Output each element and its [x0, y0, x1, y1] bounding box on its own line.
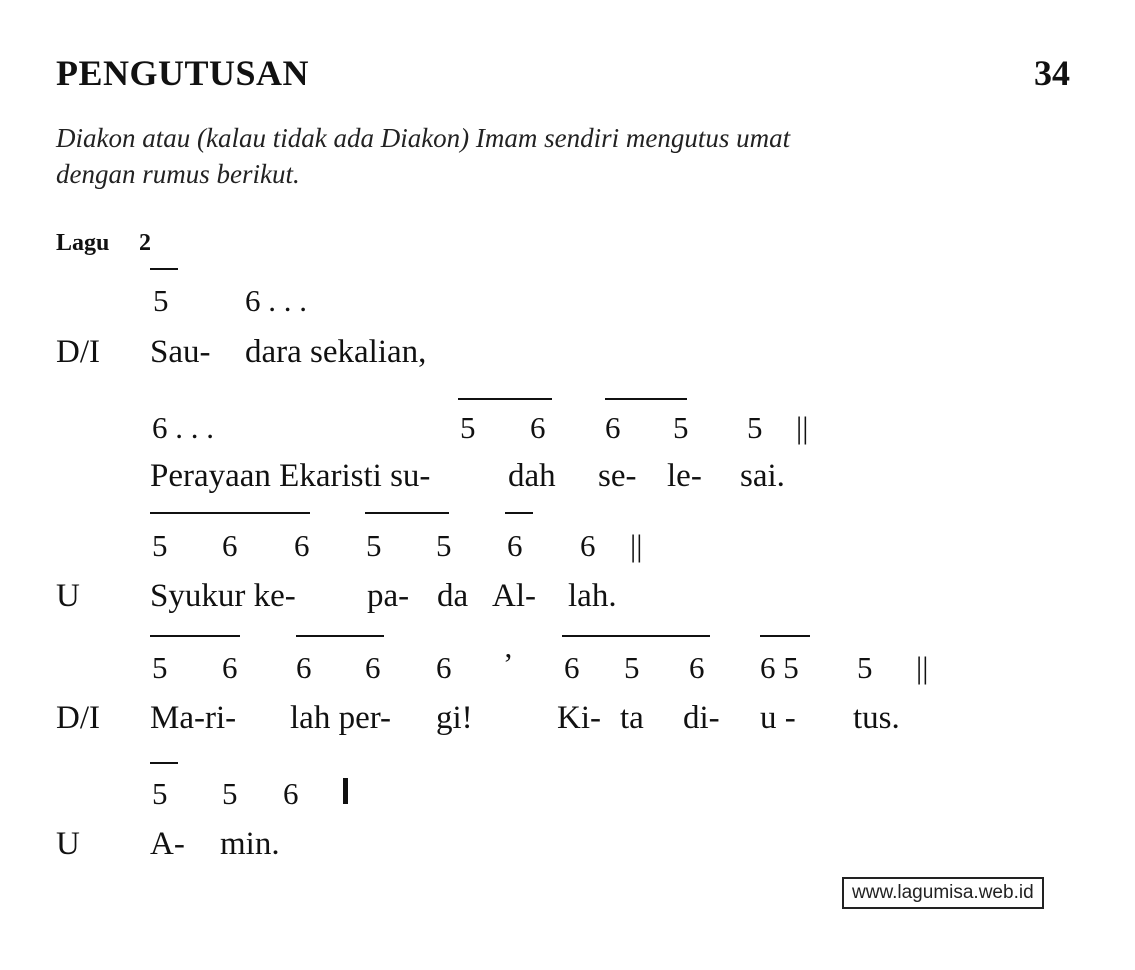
- lyric-syllable: Ki-: [557, 700, 601, 736]
- note: 5: [152, 528, 168, 563]
- note-beam: [562, 635, 710, 637]
- note-beam: [296, 635, 384, 637]
- note: 6 . . .: [245, 283, 307, 318]
- note: 6: [283, 776, 299, 811]
- lyric-syllable: dara sekalian,: [245, 334, 427, 370]
- note: 6: [222, 528, 238, 563]
- note: 6: [689, 650, 705, 685]
- role-label: U: [56, 826, 80, 862]
- note: 5: [366, 528, 382, 563]
- lyric-syllable: u -: [760, 700, 796, 736]
- lyric-syllable: dah: [508, 458, 556, 494]
- lagu-label: Lagu: [56, 230, 110, 256]
- note: 6: [294, 528, 310, 563]
- note-beam: [505, 512, 533, 514]
- note: 6: [365, 650, 381, 685]
- lyric-syllable: Perayaan Ekaristi su-: [150, 458, 431, 494]
- note: 5: [857, 650, 873, 685]
- lyric-syllable: Sau-: [150, 334, 211, 370]
- note: 5: [153, 283, 169, 318]
- note: 6: [564, 650, 580, 685]
- double-barline: ||: [630, 528, 643, 563]
- lyric-syllable: lah per-: [290, 700, 392, 736]
- note-beam: [150, 268, 178, 270]
- note: 5: [436, 528, 452, 563]
- lyric-syllable: Al-: [492, 578, 536, 614]
- lyric-syllable: ta: [620, 700, 644, 736]
- note-beam: [365, 512, 449, 514]
- note: 5: [624, 650, 640, 685]
- page-title: PENGUTUSAN: [56, 53, 310, 93]
- final-barline: [343, 778, 348, 804]
- breath-mark: ’: [503, 646, 514, 681]
- lyric-syllable: sai.: [740, 458, 785, 494]
- lyric-syllable: da: [437, 578, 469, 614]
- note-beam: [458, 398, 552, 400]
- lyric-syllable: di-: [683, 700, 720, 736]
- note-beam: [760, 635, 810, 637]
- note: 5: [222, 776, 238, 811]
- lyric-syllable: le-: [667, 458, 702, 494]
- lyric-syllable: lah.: [568, 578, 617, 614]
- intro-text: [56, 120, 790, 192]
- note-beam: [150, 512, 310, 514]
- note: 6 5: [760, 650, 799, 685]
- intro-line-1: Diakon atau (kalau tidak ada Diakon) Imam sendiri mengutus umat: [56, 123, 791, 153]
- lyric-syllable: A-: [150, 826, 185, 862]
- note-beam: [150, 635, 240, 637]
- note: 5: [747, 410, 763, 445]
- note: 6: [580, 528, 596, 563]
- note: 6: [436, 650, 452, 685]
- note: 6: [530, 410, 546, 445]
- note: 5: [152, 650, 168, 685]
- lagu-number: 2: [139, 230, 151, 256]
- lyric-syllable: tus.: [853, 700, 900, 736]
- lyric-syllable: pa-: [367, 578, 410, 614]
- note-beam: [150, 762, 178, 764]
- note: 6 . . .: [152, 410, 214, 445]
- note: 5: [673, 410, 689, 445]
- note: 5: [460, 410, 476, 445]
- lyric-syllable: Ma-ri-: [150, 700, 237, 736]
- role-label: D/I: [56, 334, 100, 370]
- double-barline: ||: [796, 410, 809, 445]
- note: 5: [152, 776, 168, 811]
- lyric-syllable: gi!: [436, 700, 473, 736]
- website-link[interactable]: www.lagumisa.web.id: [842, 877, 1044, 909]
- note-beam: [605, 398, 687, 400]
- note: 6: [296, 650, 312, 685]
- role-label: D/I: [56, 700, 100, 736]
- intro-line-2: dengan rumus berikut.: [56, 159, 300, 189]
- note: 6: [507, 528, 523, 563]
- double-barline: ||: [916, 650, 929, 685]
- lyric-syllable: Syukur ke-: [150, 578, 296, 614]
- page-number: 34: [1034, 53, 1070, 93]
- lyric-syllable: min.: [220, 826, 280, 862]
- note: 6: [222, 650, 238, 685]
- note: 6: [605, 410, 621, 445]
- lyric-syllable: se-: [598, 458, 637, 494]
- role-label: U: [56, 578, 80, 614]
